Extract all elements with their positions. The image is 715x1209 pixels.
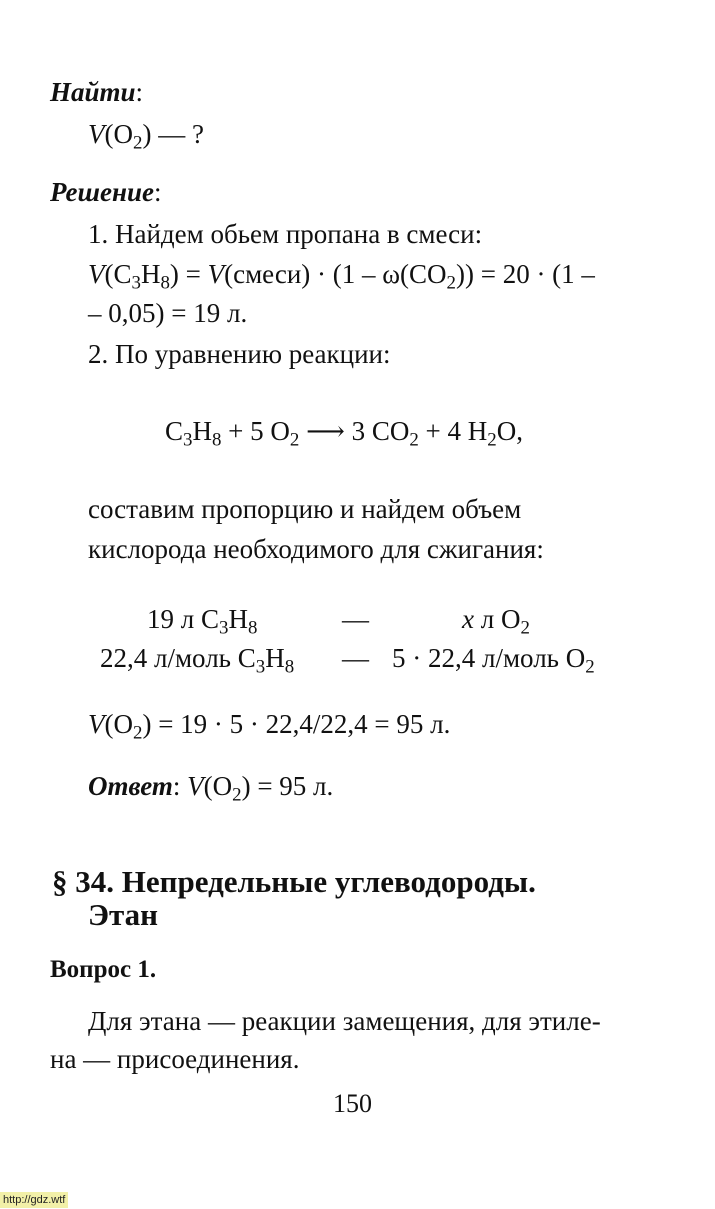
proportion-row2-dash: —	[342, 643, 369, 673]
footer-url[interactable]: http://gdz.wtf	[0, 1192, 68, 1208]
page-number: 150	[333, 1089, 372, 1118]
solution-step2: 2. По уравнению реакции:	[88, 339, 391, 369]
section-title-line1: § 34. Непредельные углеводороды.	[52, 864, 536, 899]
proportion-row1-dash: —	[342, 604, 369, 634]
question-label: Вопрос 1.	[50, 956, 157, 983]
result-equation: $V(O_2) = 19 \cdot 5 \cdot 22,4/22,4 = 95$ л.	[88, 709, 451, 744]
proportion-row1-left: 19 л $C_3H_8$	[147, 604, 258, 639]
answer: Ответ: $V(O_2) = 95$ л.	[88, 771, 334, 806]
solution-step1-equation: $V(C_3H_8)$ = V(смеси) · $(1 - \omega(CO_2)) = 20 \cdot (1$ –	[88, 259, 595, 294]
proportion-text-line2: кислорода необходимого для сжигания:	[88, 534, 544, 564]
find-label: Найти	[50, 77, 136, 107]
answer-label: Ответ	[88, 771, 173, 801]
proportion-row1-right: x л $O_2$	[462, 604, 530, 639]
reaction-equation: $C_3H_8 + 5$ $O_2$ ⟶ 3 $CO_2 + 4$ $H_2O$,	[165, 416, 523, 451]
proportion-row2-right: 5 · 22,4 л/моль $O_2$	[392, 643, 595, 678]
solution-step1-continuation: – 0,05) = 19 л.	[88, 298, 248, 328]
solution-heading: Решение:	[50, 177, 162, 207]
section-title-line2: Этан	[88, 897, 158, 932]
question-answer-line2: на — присоединения.	[50, 1044, 300, 1074]
solution-step1: 1. Найдем обьем пропана в смеси:	[88, 219, 483, 249]
proportion-text-line1: составим пропорцию и найдем объем	[88, 494, 522, 524]
proportion-row2-left: 22,4 л/моль $C_3H_8$	[100, 643, 295, 678]
solution-label: Решение	[50, 177, 154, 207]
question-answer-line1: Для этана — реакции замещения, для этиле-	[88, 1006, 601, 1036]
find-target: $V(O_2)$ — ?	[88, 119, 204, 154]
find-heading: Найти:	[50, 77, 144, 107]
